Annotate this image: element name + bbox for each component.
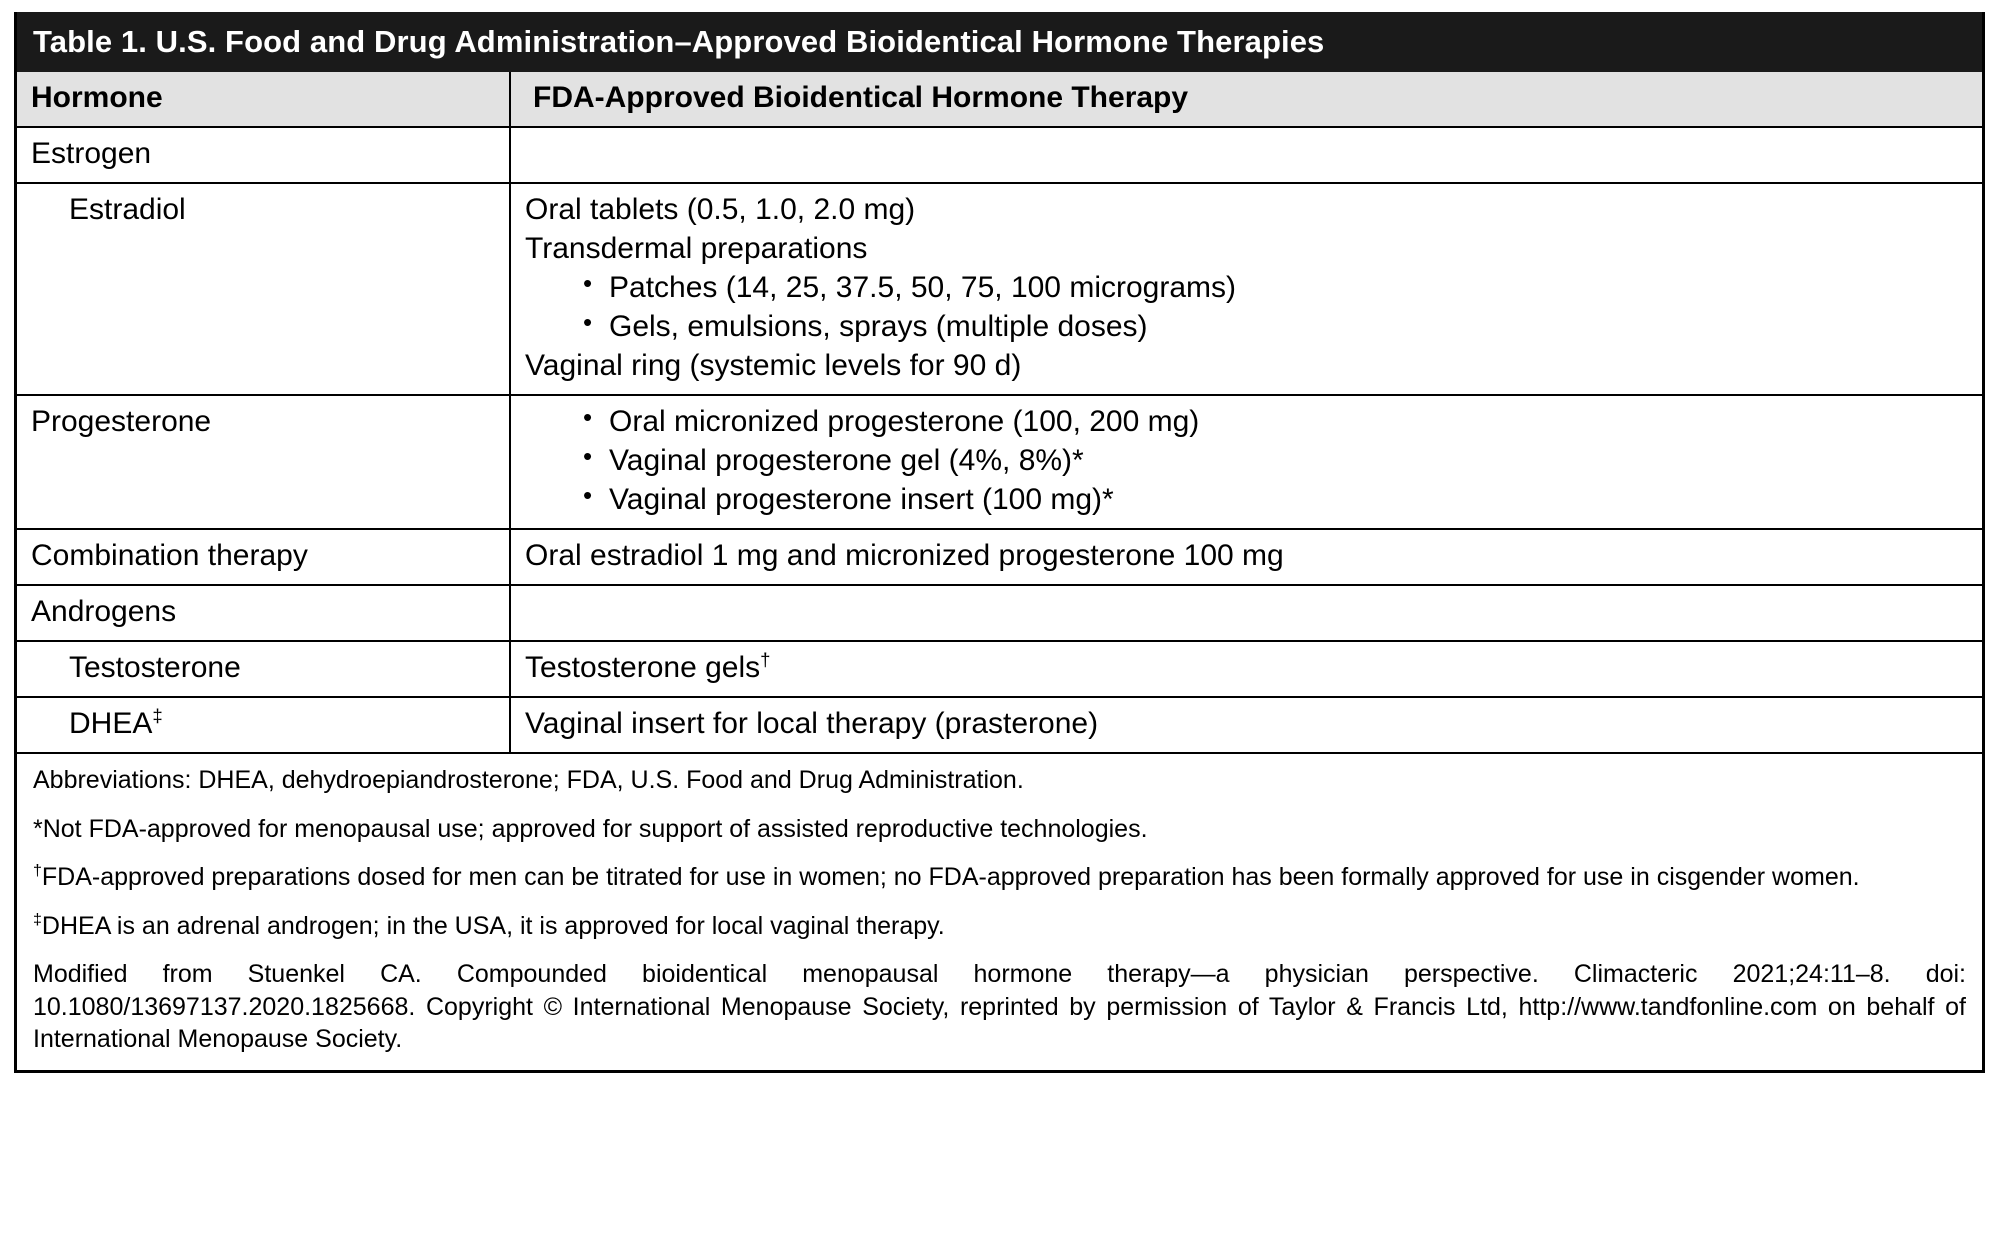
table-row xyxy=(17,585,1982,641)
table-row xyxy=(17,395,1982,529)
footnote-marker-doubledagger: ‡ xyxy=(152,705,163,726)
therapy-bullet-item: • Vaginal progesterone gel (4%, 8%)* xyxy=(583,441,1972,480)
table-footnotes xyxy=(17,752,1982,1070)
row-therapy-combination-therapy: Oral estradiol 1 mg and micronized progesterone 100 mg xyxy=(510,529,1982,585)
table-row xyxy=(17,529,1982,585)
table-body xyxy=(17,72,1982,752)
column-header-hormone: Hormone xyxy=(17,72,510,127)
row-hormone-androgens: Androgens xyxy=(17,585,510,641)
row-hormone-estradiol: Estradiol xyxy=(17,183,510,395)
footnote-doubledagger xyxy=(33,910,1966,943)
hormone-text: DHEA xyxy=(69,707,153,740)
therapy-bullet-item: • Gels, emulsions, sprays (multiple doses) xyxy=(583,307,1972,346)
table-row xyxy=(17,697,1982,752)
table-title: Table 1. U.S. Food and Drug Administration–Approved Bioidentical Hormone Therapies xyxy=(17,12,1982,72)
row-therapy-androgens xyxy=(510,585,1982,641)
therapy-bullet-item: • Oral micronized progesterone (100, 200 mg) xyxy=(583,402,1972,441)
row-therapy-estradiol xyxy=(510,183,1982,395)
table-frame xyxy=(14,12,1985,1073)
column-header-therapy: FDA-Approved Bioidentical Hormone Therapy xyxy=(510,72,1982,127)
row-therapy-progesterone xyxy=(510,395,1982,529)
row-hormone-testosterone: Testosterone xyxy=(17,641,510,697)
table-row xyxy=(17,127,1982,183)
row-therapy-testosterone xyxy=(510,641,1982,697)
row-hormone-dhea xyxy=(17,697,510,752)
therapy-line: Vaginal ring (systemic levels for 90 d) xyxy=(525,349,1022,382)
footnote-asterisk: *Not FDA-approved for menopausal use; approved for support of assisted reproductive technologies. xyxy=(33,814,1148,843)
footnote-marker-dagger: † xyxy=(33,862,42,880)
row-hormone-estrogen: Estrogen xyxy=(17,127,510,183)
row-therapy-estrogen xyxy=(510,127,1982,183)
therapy-bullet-list xyxy=(525,402,1972,519)
therapy-line: Oral tablets (0.5, 1.0, 2.0 mg) xyxy=(525,193,916,226)
footnote-doubledagger-text: DHEA is an adrenal androgen; in the USA, it is approved for local vaginal therapy. xyxy=(41,911,945,940)
row-hormone-progesterone: Progesterone xyxy=(17,395,510,529)
table-header-row xyxy=(17,72,1982,127)
footnote-source-citation: Modified from Stuenkel CA. Compounded bioidentical menopausal hormone therapy—a physician perspective. Climacteric 2021;24:11–8. doi: 10.1080/13697137.2020.1825668. Copyright © International Menopause Society, reprinted by permission of Taylor & Francis Ltd, http://www.tandfonline.com on behalf of International Menopause Society. xyxy=(33,960,1966,1053)
row-therapy-dhea: Vaginal insert for local therapy (prasterone) xyxy=(510,697,1982,752)
footnote-marker-dagger: † xyxy=(760,649,771,670)
therapy-bullet-list xyxy=(525,268,1972,346)
footnote-dagger xyxy=(33,861,1966,894)
therapy-bullet-item: • Patches (14, 25, 37.5, 50, 75, 100 micrograms) xyxy=(583,268,1972,307)
footnote-abbreviations: Abbreviations: DHEA, dehydroepiandrosterone; FDA, U.S. Food and Drug Administration. xyxy=(33,766,1024,794)
footnote-marker-doubledagger: ‡ xyxy=(33,911,42,929)
therapy-bullet-item: • Vaginal progesterone insert (100 mg)* xyxy=(583,480,1972,519)
row-hormone-combination-therapy: Combination therapy xyxy=(17,529,510,585)
hormone-therapy-table xyxy=(17,72,1982,752)
table-row xyxy=(17,641,1982,697)
therapy-line: Transdermal preparations xyxy=(525,232,868,265)
table-row xyxy=(17,183,1982,395)
footnote-dagger-text: FDA-approved preparations dosed for men can be titrated for use in women; no FDA-approved preparation has been formally approved for use in cisgender women. xyxy=(41,863,1860,891)
therapy-text: Testosterone gels xyxy=(525,651,761,684)
